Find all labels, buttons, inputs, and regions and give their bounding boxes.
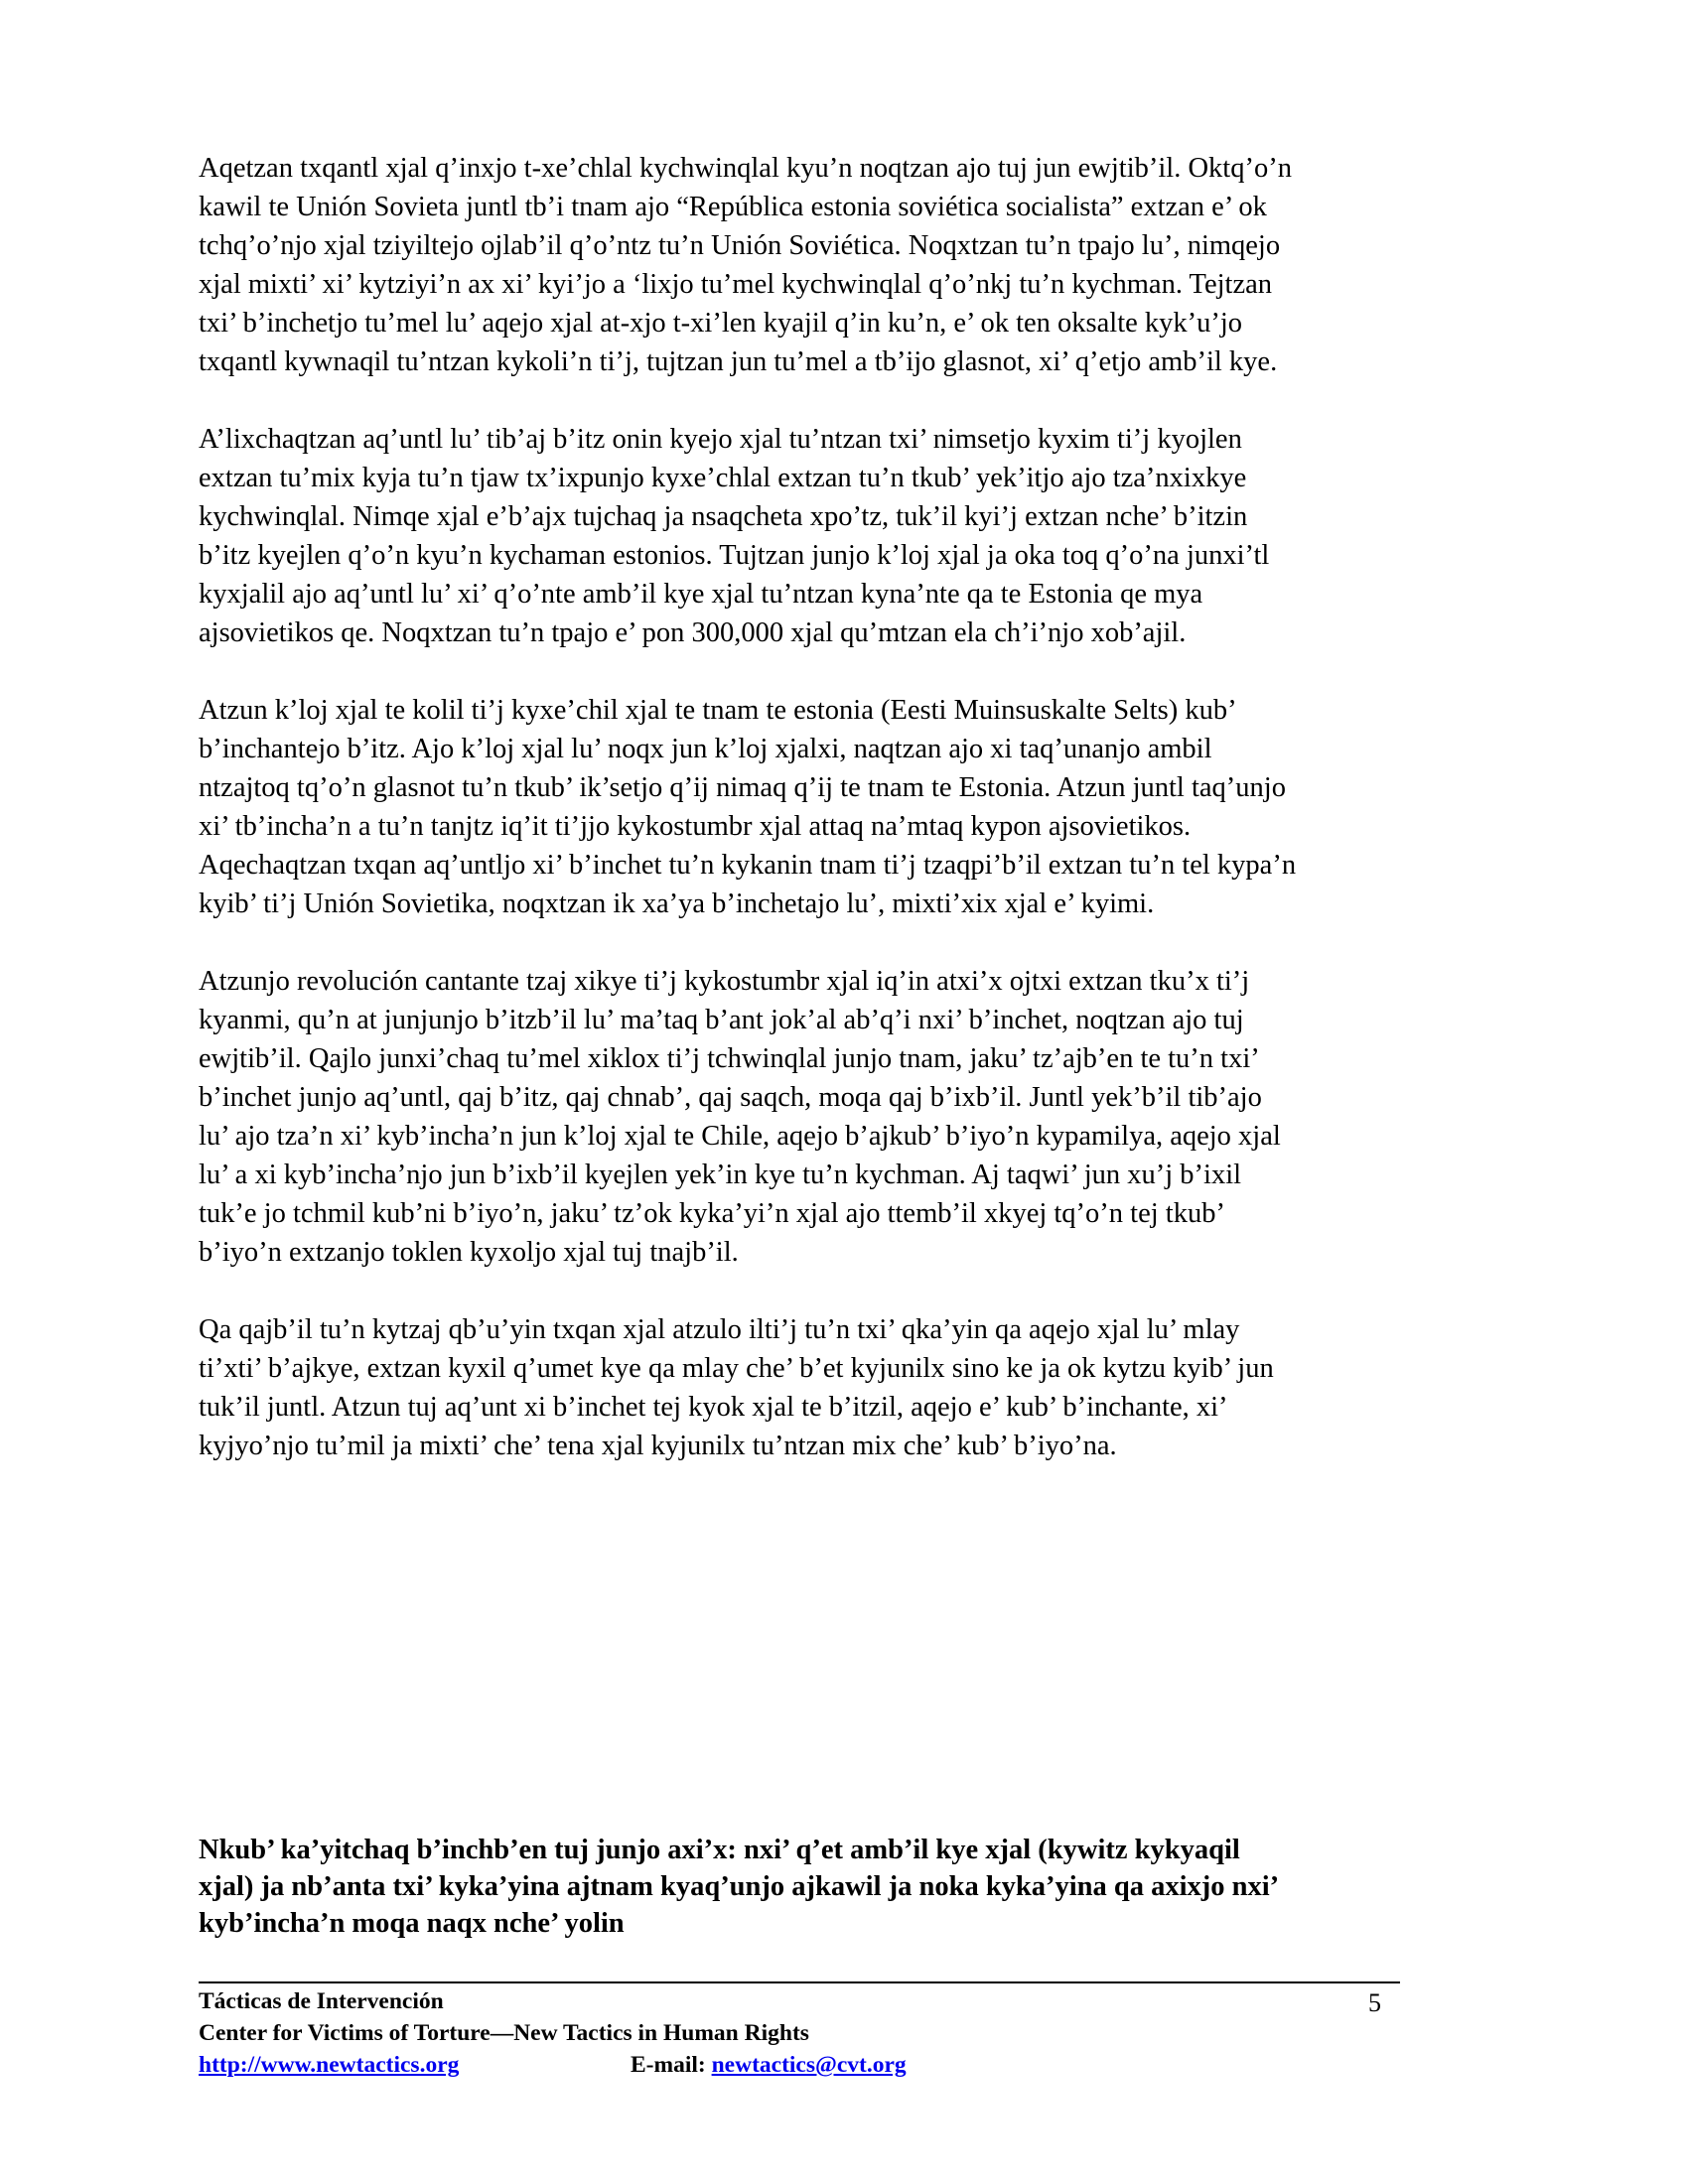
section-heading: Nkub’ ka’yitchaq b’inchb’en tuj junjo axi’x: nxi’ q’et amb’il kye xjal (kywitz kykyaqil xjal) ja nb’anta txi’ kyka’yina ajtnam kyaq’unjo ajkawil ja noka kyka’yina qa axixjo nxi’ kyb’incha’n moqa naqx nche’ yolin xyxy=(199,1835,1280,1939)
footer-divider xyxy=(199,1981,1400,1983)
footer-title: Tácticas de Intervención xyxy=(199,1988,444,2014)
email-label: E-mail: xyxy=(631,2052,712,2078)
website-link[interactable]: http://www.newtactics.org xyxy=(199,2052,460,2078)
page-number: 5 xyxy=(1368,1988,1381,2017)
paragraph-3: Atzun k’loj xjal te kolil ti’j kyxe’chil xjal te tnam te estonia (Eesti Muinsuskalte Selts) kub’ b’inchantejo b’itz. Ajo k’loj xjal lu’ noqx jun k’loj xjalxi, naqtzan ajo xi taq’unanjo ambil ntzajtoq tq’o’n glasnot tu’n tkub’ ik’setjo q’ij nimaq q’ij te tnam te Estonia. Atzun juntl taq’unjo xi’ tb’incha’n a tu’n tanjtz iq’it ti’jjo kykostumbr xjal attaq na’mtaq kypon ajsovietikos. Aqechaqtzan txqan aq’untljo xi’ b’inchet tu’n kykanin tnam ti’j tzaqpi’b’il extzan tu’n tel kypa’n kyib’ ti’j Unión Sovietika, noqxtzan ik xa’ya b’inchetajo lu’, mixti’xix xjal e’ kyimi. xyxy=(199,695,1297,919)
paragraph-5: Qa qajb’il tu’n kytzaj qb’u’yin txqan xjal atzulo ilti’j tu’n txi’ qka’yin qa aqejo xjal lu’ mlay ti’xti’ b’ajkye, extzan kyxil q’umet kye qa mlay che’ b’et kyjunilx sino ke ja ok kytzu kyib’ jun tuk’il juntl. Atzun tuj aq’unt xi b’inchet tej kyok xjal te b’itzil, aqejo e’ kub’ b’inchante, xi’ kyjyo’njo tu’mil ja mixti’ che’ tena xjal kyjunilx tu’ntzan mix che’ kub’ b’iyo’na. xyxy=(199,1314,1274,1461)
footer-contact-line xyxy=(199,2049,1410,2081)
paragraph-4: Atzunjo revolución cantante tzaj xikye ti’j kykostumbr xjal iq’in atxi’x ojtxi extzan tku’x ti’j kyanmi, qu’n at junjunjo b’itzb’il lu’ ma’taq b’ant jok’al ab’q’i nxi’ b’inchet, noqtzan ajo tuj ewjtib’il. Qajlo junxi’chaq tu’mel xiklox ti’j tchwinqlal junjo tnam, jaku’ tz’ajb’en te tu’n txi’ b’inchet junjo aq’untl, qaj b’itz, qaj chnab’, qaj saqch, moqa qaj b’ixb’il. Juntl yek’b’il tib’ajo lu’ ajo tza’n xi’ kyb’incha’n jun k’loj xjal te Chile, aqejo b’ajkub’ b’iyo’n kypamilya, aqejo xjal lu’ a xi kyb’incha’njo jun b’ixb’il kyejlen yek’in kye tu’n kychman. Aj taqwi’ jun xu’j b’ixil tuk’e jo tchmil kub’ni b’iyo’n, jaku’ tz’ok kyka’yi’n xjal ajo ttemb’il xkyej tq’o’n tej tkub’ b’iyo’n extzanjo toklen kyxoljo xjal tuj tnajb’il. xyxy=(199,966,1281,1268)
email-link[interactable]: newtactics@cvt.org xyxy=(711,2052,907,2078)
footer-organization: Center for Victims of Torture—New Tactics in Human Rights xyxy=(199,2020,809,2046)
email-block xyxy=(631,2049,907,2081)
body-text xyxy=(199,149,1499,1504)
paragraph-1: Aqetzan txqantl xjal q’inxjo t-xe’chlal kychwinqlal kyu’n noqtzan ajo tuj jun ewjtib’il. Oktq’o’n kawil te Unión Sovieta juntl tb’i tnam ajo “República estonia soviética socialista” extzan e’ ok tchq’o’njo xjal tziyiltejo ojlab’il q’o’ntz tu’n Unión Soviética. Noqxtzan tu’n tpajo lu’, nimqejo xjal mixti’ xi’ kytziyi’n ax xi’ kyi’jo a ‘lixjo tu’mel kychwinqlal q’o’nkj tu’n kychman. Tejtzan txi’ b’inchetjo tu’mel lu’ aqejo xjal at-xjo t-xi’len kyajil q’in ku’n, e’ ok ten oksalte kyk’u’jo txqantl kywnaqil tu’ntzan kykoli’n ti’j, tujtzan jun tu’mel a tb’ijo glasnot, xi’ q’etjo amb’il kye. xyxy=(199,153,1292,377)
page-footer xyxy=(199,1985,1410,2081)
paragraph-2: A’lixchaqtzan aq’untl lu’ tib’aj b’itz onin kyejo xjal tu’ntzan txi’ nimsetjo kyxim ti’j kyojlen extzan tu’mix kyja tu’n tjaw tx’ixpunjo kyxe’chlal extzan tu’n tkub’ yek’itjo ajo tza’nxixkye kychwinqlal. Nimqe xjal e’b’ajx tujchaq ja nsaqcheta xpo’tz, tuk’il kyi’j extzan nche’ b’itzin b’itz kyejlen q’o’n kyu’n kychaman estonios. Tujtzan junjo k’loj xjal ja oka toq q’o’na junxi’tl kyxjalil ajo aq’untl lu’ xi’ q’o’nte amb’il kye xjal tu’ntzan kyna’nte qa te Estonia qe mya ajsovietikos qe. Noqxtzan tu’n tpajo e’ pon 300,000 xjal qu’mtzan ela ch’i’njo xob’ajil. xyxy=(199,424,1270,648)
